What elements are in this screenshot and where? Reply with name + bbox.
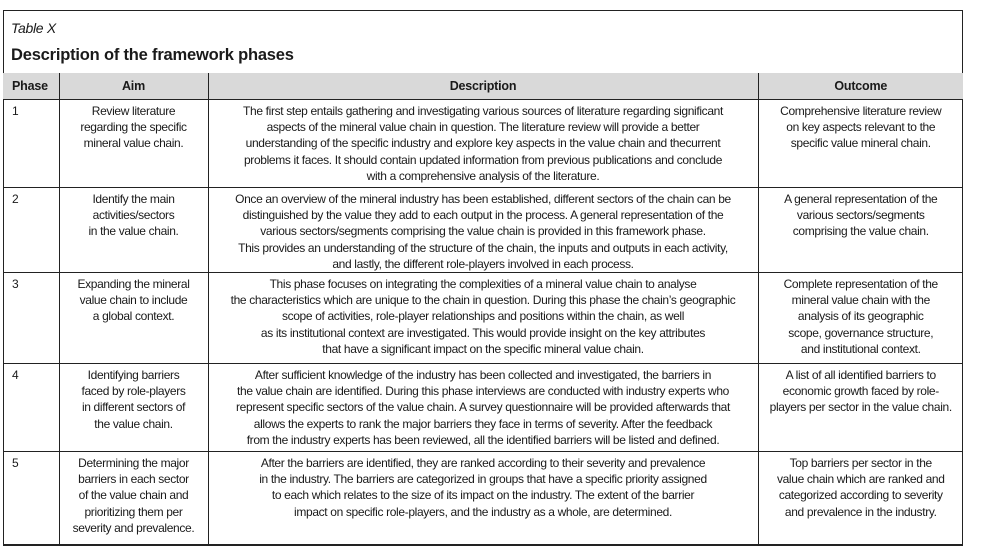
aim-cell: Review literature regarding the specific mineral value chain. xyxy=(59,100,208,188)
description-cell: This phase focuses on integrating the complexities of a mineral value chain to analyse the characteristics which are unique to the chain in question. During this phase the chain’s geographic scope of activities, role-player relationships and positions within the chain, as well as its institutional context are investigated. This would provide insight on the key attributes that have a significant impact on the specific mineral value chain. xyxy=(208,273,758,364)
framework-phases-table xyxy=(3,73,963,546)
table-row xyxy=(3,452,963,546)
phase-cell: 5 xyxy=(3,452,59,546)
description-cell: Once an overview of the mineral industry has been established, different sectors of the chain can be distinguished by the value they add to each output in the process. A general representation of the various sectors/segments comprising the value chain is provided in this framework phase. This provides an understanding of the structure of the chain, the inputs and outputs in each activity, and lastly, the different role-players involved in each process. xyxy=(208,188,758,273)
header-row xyxy=(3,73,963,100)
outcome-cell: A list of all identified barriers to economic growth faced by role- players per sector in the value chain. xyxy=(758,364,963,452)
table-row xyxy=(3,188,963,273)
aim-cell: Identify the main activities/sectors in the value chain. xyxy=(59,188,208,273)
phase-cell: 3 xyxy=(3,273,59,364)
table-row xyxy=(3,100,963,188)
description-cell: After the barriers are identified, they are ranked according to their severity and prevalence in the industry. The barriers are categorized in groups that have a specific priority assigned to each which relates to the size of its impact on the industry. The extent of the barrier impact on specific role-players, and the industry as a whole, are determined. xyxy=(208,452,758,546)
outcome-cell: Top barriers per sector in the value chain which are ranked and categorized according to severity and prevalence in the industry. xyxy=(758,452,963,546)
outcome-cell: Complete representation of the mineral value chain with the analysis of its geographic scope, governance structure, and institutional context. xyxy=(758,273,963,364)
table-caption: Table X xyxy=(11,20,56,36)
outcome-cell: Comprehensive literature review on key aspects relevant to the specific value mineral chain. xyxy=(758,100,963,188)
header-description: Description xyxy=(208,73,758,100)
outcome-cell: A general representation of the various sectors/segments comprising the value chain. xyxy=(758,188,963,273)
description-cell: After sufficient knowledge of the industry has been collected and investigated, the barriers in the value chain are identified. During this phase interviews are conducted with industry experts who represent specific sectors of the value chain. A survey questionnaire will be provided afterwards that allows the experts to rank the major barriers they face in terms of severity. After the feedback from the industry experts has been reviewed, all the identified barriers will be listed and defined. xyxy=(208,364,758,452)
aim-cell: Identifying barriers faced by role-players in different sectors of the value chain. xyxy=(59,364,208,452)
phase-cell: 4 xyxy=(3,364,59,452)
description-cell: The first step entails gathering and investigating various sources of literature regarding significant aspects of the mineral value chain in question. The literature review will provide a better understanding of the specific industry and explore key aspects in the value chain and thecurrent problems it faces. It should contain updated information from previous publications and conclude with a comprehensive analysis of the literature. xyxy=(208,100,758,188)
aim-cell: Expanding the mineral value chain to include a global context. xyxy=(59,273,208,364)
header-phase: Phase xyxy=(3,73,59,100)
table-row xyxy=(3,364,963,452)
header-outcome: Outcome xyxy=(758,73,963,100)
phase-cell: 2 xyxy=(3,188,59,273)
table-row xyxy=(3,273,963,364)
aim-cell: Determining the major barriers in each sector of the value chain and prioritizing them per severity and prevalence. xyxy=(59,452,208,546)
table-title: Description of the framework phases xyxy=(11,46,294,64)
header-aim: Aim xyxy=(59,73,208,100)
phase-cell: 1 xyxy=(3,100,59,188)
